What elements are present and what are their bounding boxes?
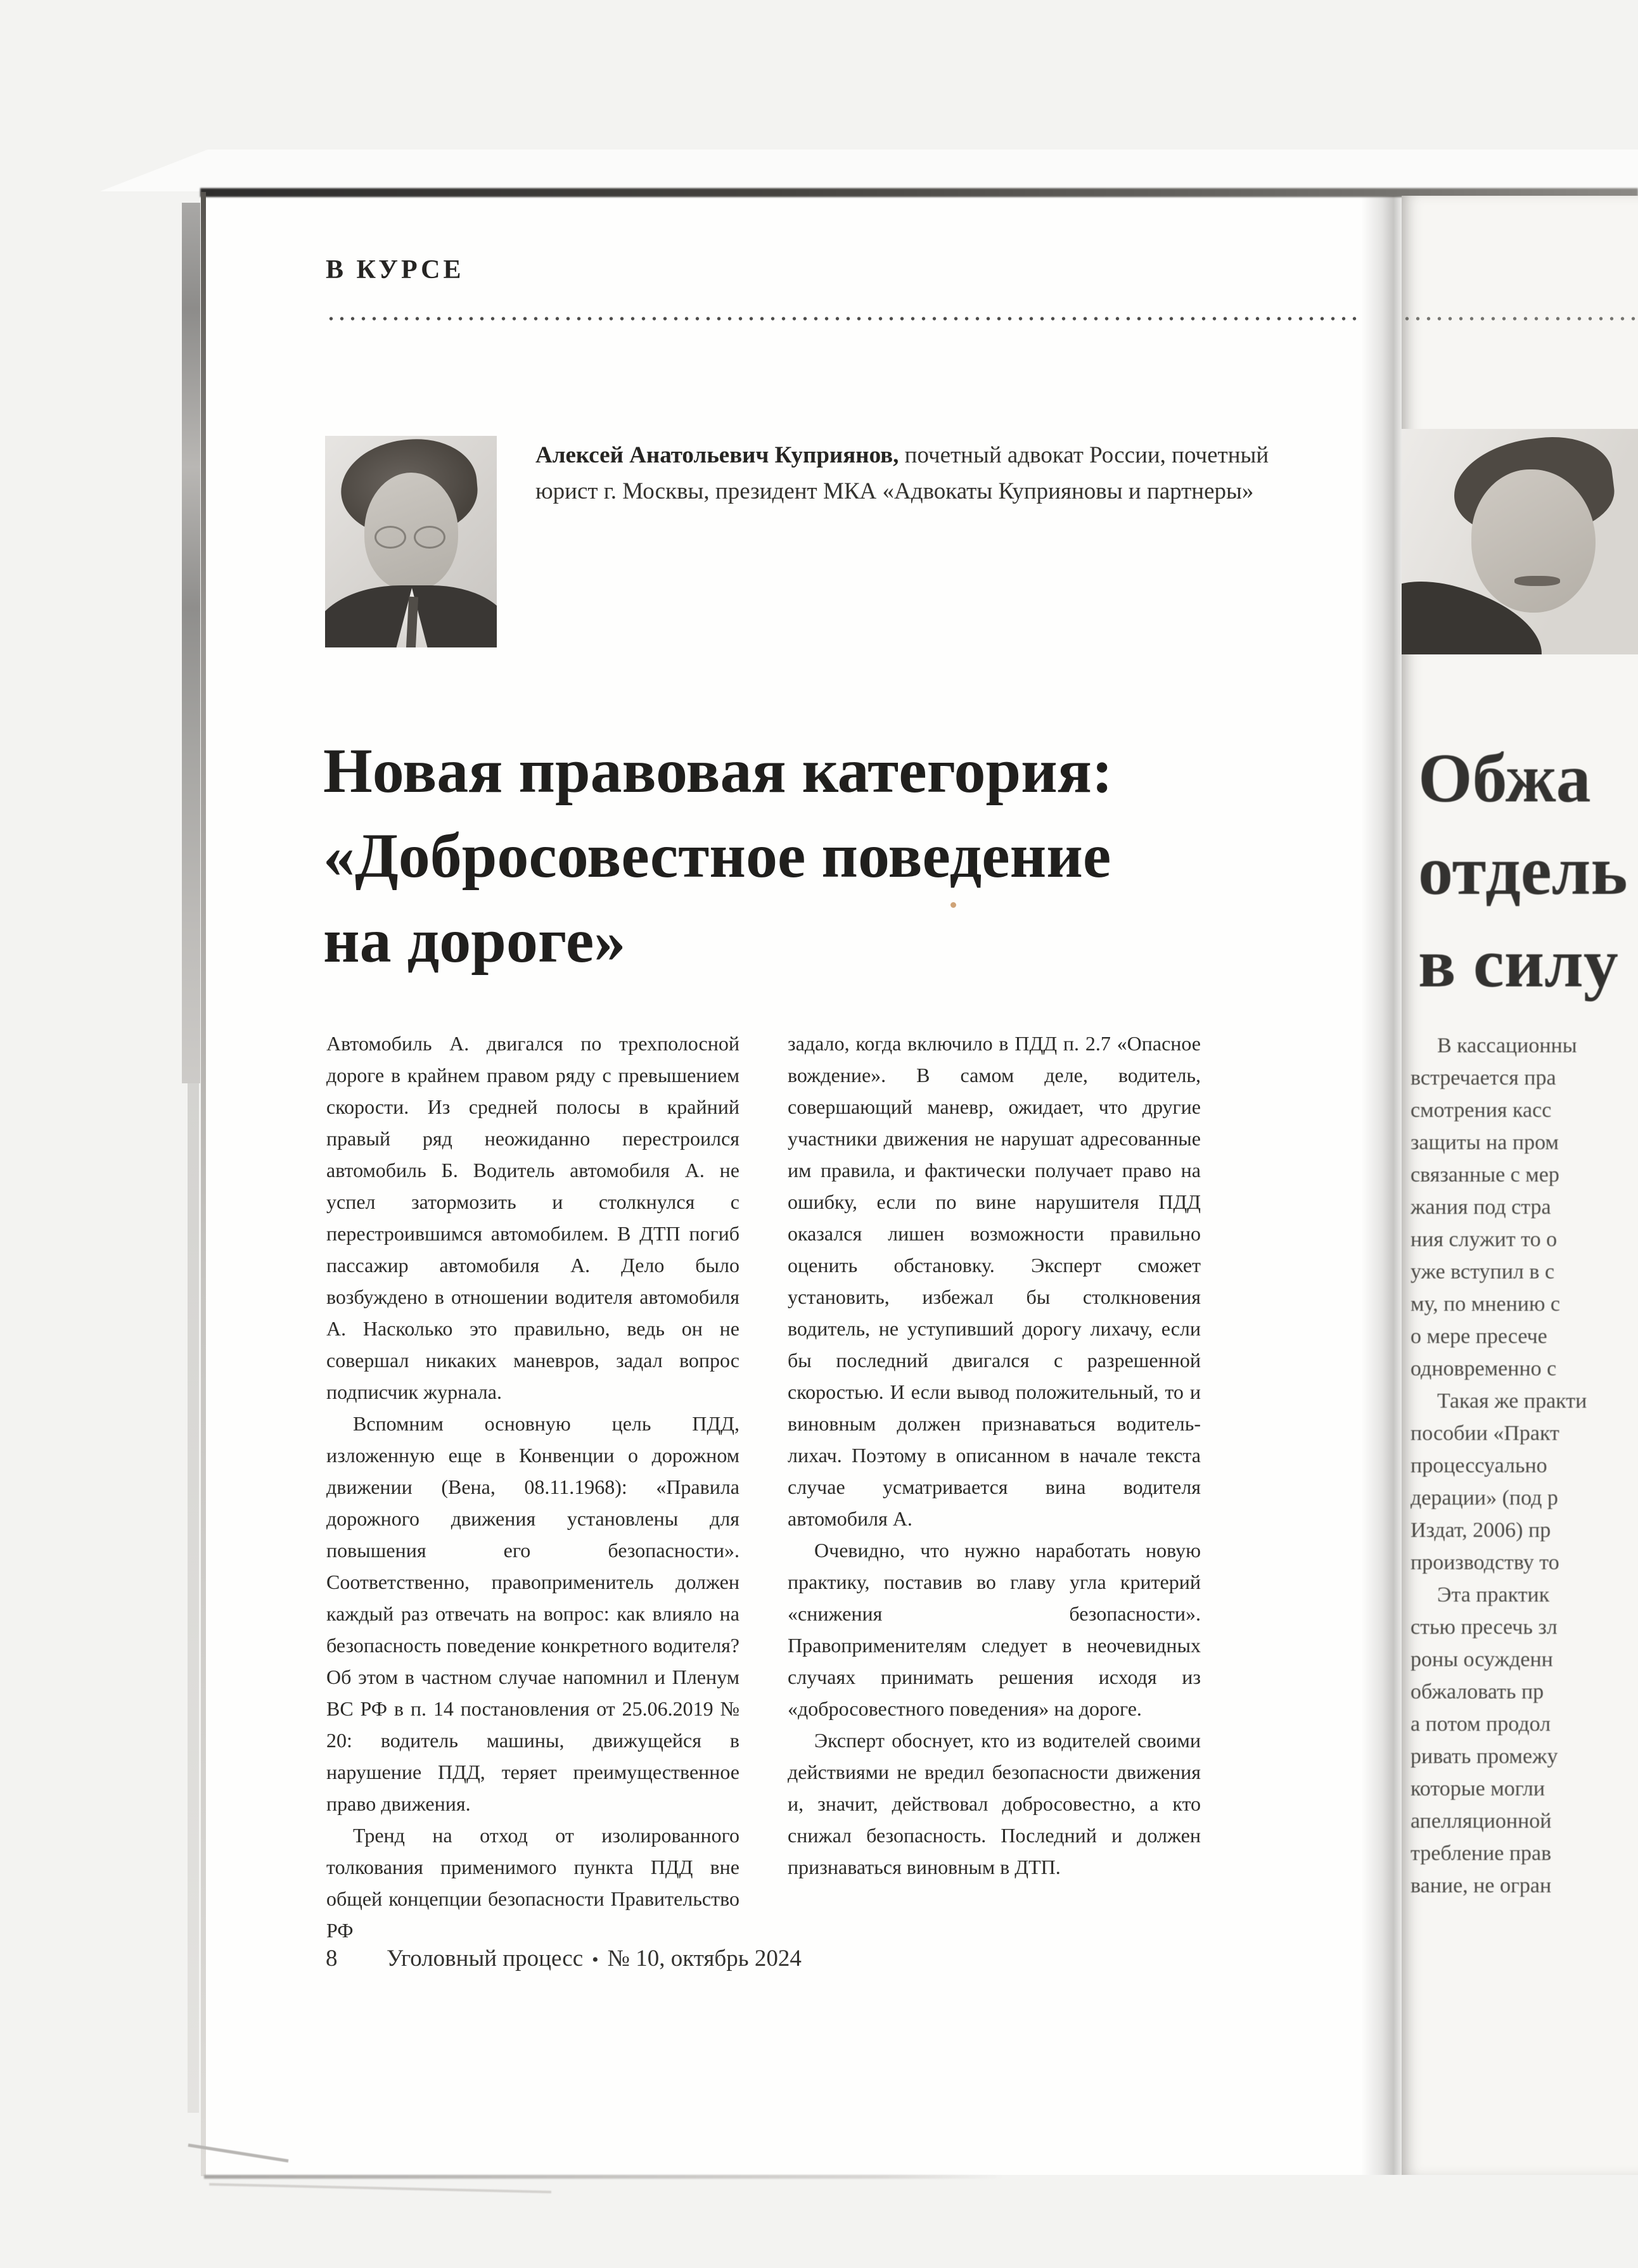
next-article-text-line: Такая же практи: [1437, 1389, 1587, 1413]
author-name: Алексей Анатольевич Куприянов,: [535, 442, 899, 468]
underlying-page-side-strip: [182, 203, 200, 1083]
next-article-text-line: стью пресечь зл: [1411, 1615, 1558, 1639]
author-credentials-line1: почетный адвокат России, почетный: [899, 442, 1269, 468]
next-article-text-line: пособии «Практ: [1411, 1422, 1559, 1445]
next-article-text-line: а потом продол: [1411, 1712, 1551, 1736]
article-column-2: [788, 1028, 1201, 1883]
page-gutter-shadow: [1361, 196, 1402, 2175]
next-article-text-line: ривать промежу: [1411, 1745, 1558, 1768]
next-article-text-line: обжаловать пр: [1411, 1680, 1544, 1704]
next-page-strip: [1402, 196, 1638, 2175]
next-article-text-line: связанные с мер: [1411, 1163, 1559, 1187]
page-number: 8: [326, 1946, 338, 1972]
paragraph: Вспомним основную цель ПДД, изложенную еще в Конвенции о дорожном движении (Вена, 08.11.1968): «Правила дорожного движения установлены для повышения его безопасности». Соответственно, правоприменитель должен каждый раз отвечать на вопрос: как влияло на безопасность поведение конкретного водителя? Об этом в частном случае напомнил и Пленум ВС РФ в п. 14 постановления от 25.06.2019 № 20: водитель машины, движущейся в нарушение ПДД, теряет преимущественное право движения.: [326, 1412, 739, 1815]
journal-name: Уголовный процесс: [387, 1946, 584, 1972]
author-credentials-line2: юрист г. Москвы, президент МКА «Адвокаты Куприяновы и партнеры»: [535, 478, 1254, 504]
author-photo: [325, 436, 497, 647]
article-title-line: на дороге»: [323, 905, 626, 976]
underlying-page-top-edge: [100, 150, 1638, 191]
article-title-line: «Добросовестное поведение: [323, 820, 1111, 891]
next-article-text-line: о мере пресече: [1411, 1325, 1547, 1348]
next-article-title-line: отдель: [1418, 832, 1628, 909]
article-column-1: [326, 1028, 739, 1946]
footer-bullet: •: [592, 1949, 599, 1970]
article-title-line: Новая правовая категория:: [323, 736, 1113, 806]
paragraph: задало, когда включило в ПДД п. 2.7 «Опасное вождение». В самом деле, водитель, совершающий маневр, ожидает, что другие участники движения не нарушат адресованные им правила, и фактически получает право на ошибку, если по вине нарушителя ПДД оказался лишен возможности правильно оценить обстановку. Эксперт сможет установить, избежал бы столкновения водитель, не уступивший дорогу лихачу, если бы последний двигался с разрешенной скоростью. И если вывод положительный, то и виновным должен признаваться водитель-лихач. Поэтому в описанном в начале текста случае усматривается вина водителя автомобиля А.: [788, 1032, 1201, 1530]
next-article-text-line: Эта практик: [1437, 1583, 1550, 1607]
next-article-text-line: апелляционной: [1411, 1809, 1552, 1833]
author-byline: [535, 437, 1362, 509]
issue-label: № 10, октябрь 2024: [607, 1946, 802, 1972]
next-article-title-line: Обжа: [1418, 739, 1591, 817]
author-photo-glasses-right: [414, 526, 445, 549]
next-article-text-line: уже вступил в с: [1411, 1260, 1555, 1284]
dotted-rule: [326, 316, 1359, 321]
next-article-text-line: смотрения касс: [1411, 1099, 1552, 1122]
next-article-text-line: В кассационны: [1437, 1034, 1577, 1057]
next-article-text-line: одновременно с: [1411, 1357, 1557, 1380]
page-bottom-shadow: [204, 2175, 1002, 2179]
next-article-text-line: которые могли: [1411, 1777, 1545, 1800]
next-article-text-line: роны осужденн: [1411, 1648, 1553, 1671]
next-author-photo-mustache: [1514, 576, 1560, 586]
underlying-page-side-strip-faint: [188, 1083, 199, 2113]
next-article-text-line: встречается пра: [1411, 1066, 1556, 1090]
next-article-text-line: процессуально: [1411, 1454, 1547, 1477]
next-article-text-line: дерации» (под р: [1411, 1486, 1558, 1510]
next-article-text-line: Издат, 2006) пр: [1411, 1519, 1551, 1542]
next-page-author-photo: [1402, 429, 1638, 654]
article-title: [323, 729, 1113, 983]
paragraph: Тренд на отход от изолированного толкования применимого пункта ПДД вне общей концепции безопасности Правительство РФ: [326, 1824, 739, 1942]
next-article-text-line: защиты на пром: [1411, 1131, 1559, 1154]
author-photo-glasses-left: [374, 526, 406, 549]
next-article-text-line: ния служит то о: [1411, 1228, 1558, 1251]
next-article-text-partial: [1411, 1029, 1587, 1902]
next-article-text-line: му, по мнению с: [1411, 1292, 1560, 1316]
page-corner-crease-2: [209, 2183, 551, 2193]
next-article-title-line: в силу: [1418, 924, 1618, 1002]
next-page-dotted-rule: [1402, 316, 1638, 321]
next-author-photo-face: [1471, 469, 1596, 613]
paragraph: Автомобиль А. двигался по трехполосной дороге в крайнем правом ряду с превышением скорости. Из средней полосы в крайний правый ряд неожиданно перестроился автомобиль Б. Водитель автомобиля А. не успел затормозить и столкнулся с перестроившимся автомобилем. В ДТП погиб пассажир автомобиля А. Дело было возбуждено в отношении водителя автомобиля А. Насколько это правильно, ведь он не совершал никаких маневров, задал вопрос подписчик журнала.: [326, 1032, 739, 1403]
next-article-text-line: вание, не огран: [1411, 1874, 1552, 1897]
paragraph: Эксперт обоснует, кто из водителей своими действиями не вредил безопасности движения и, значит, действовал добросовестно, а кто снижал безопасность. Последний и должен признаваться виновным в ДТП.: [788, 1729, 1201, 1878]
page-left-edge-shadow: [201, 192, 206, 2176]
next-article-text-line: требление прав: [1411, 1842, 1552, 1865]
next-article-title-partial: [1418, 732, 1627, 1009]
section-kicker: В КУРСЕ: [326, 255, 464, 284]
paragraph: Очевидно, что нужно наработать новую практику, поставив во главу угла критерий «снижения безопасности». Правоприменителям следует в неочевидных случаях принимать решения исходя из «добросовестного поведения» на дороге.: [788, 1539, 1201, 1720]
page-footer: [326, 1945, 802, 1972]
next-article-text-line: производству то: [1411, 1551, 1559, 1574]
next-article-text-line: жания под стра: [1411, 1195, 1551, 1219]
